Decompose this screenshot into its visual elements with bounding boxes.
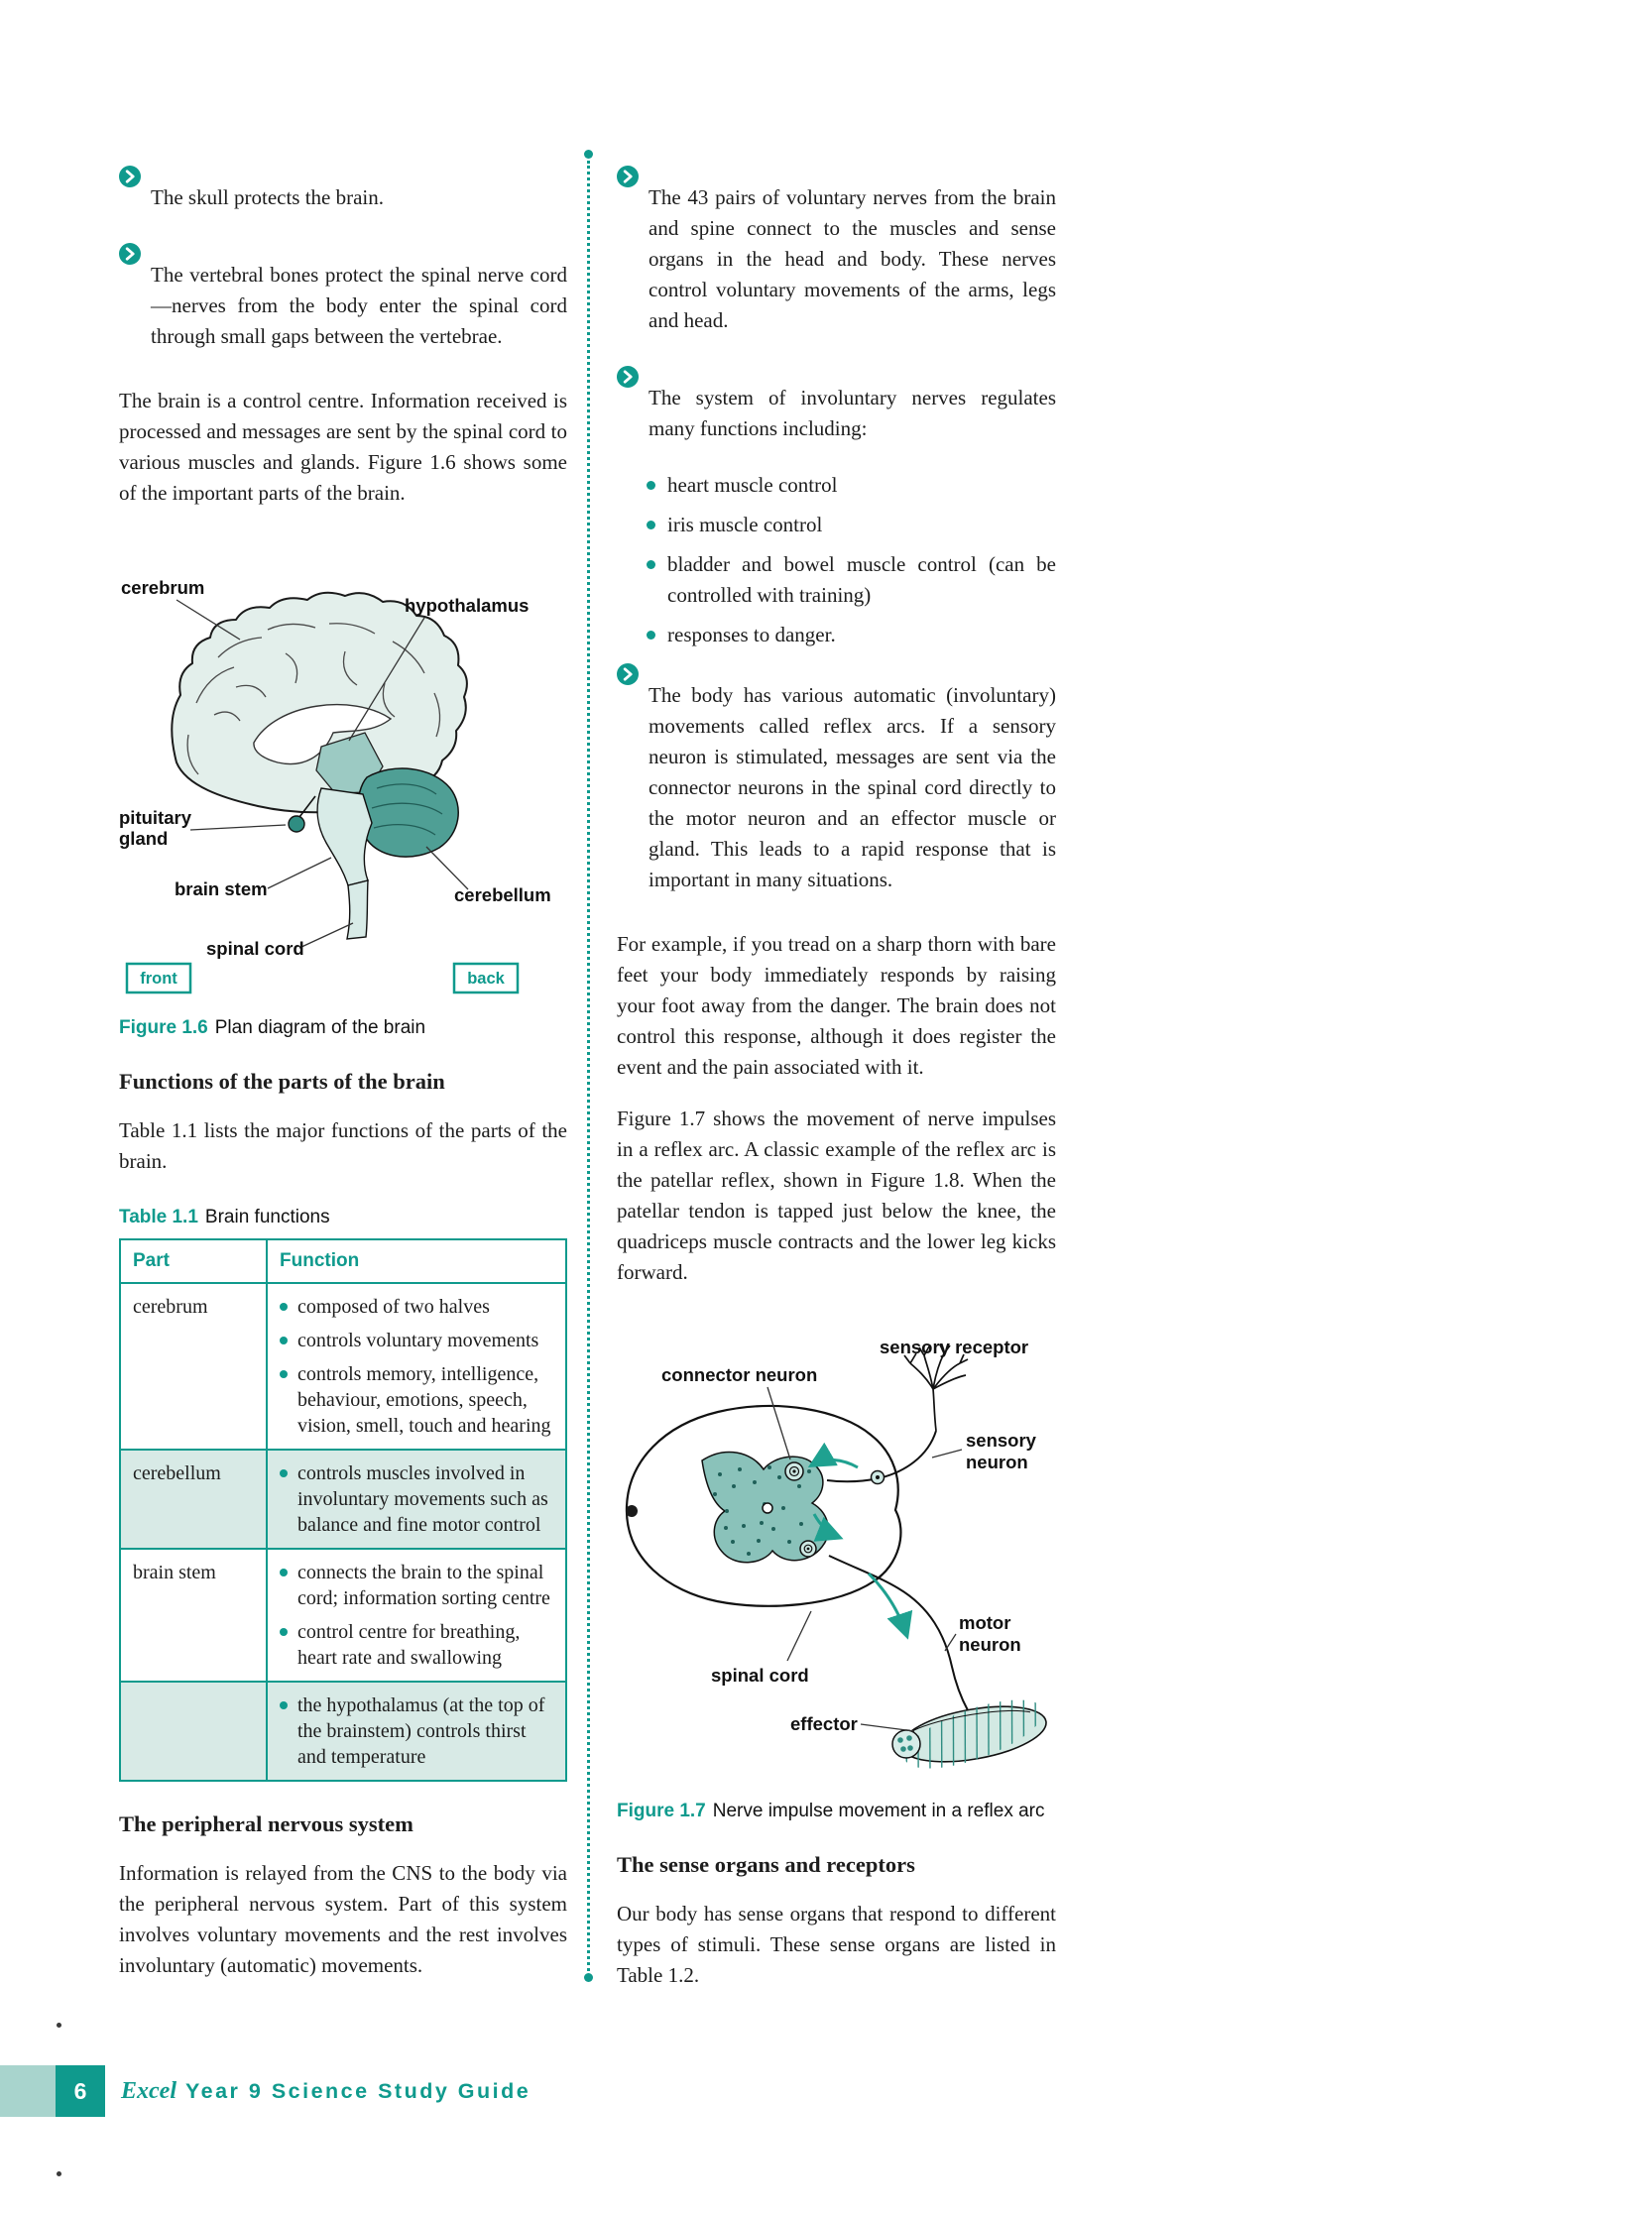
function-item <box>280 1294 553 1320</box>
label-sensory-neuron-line2: neuron <box>966 1452 1028 1472</box>
fissure-dot <box>626 1505 638 1517</box>
intro-paragraph: The brain is a control centre. Information received is processed and messages are sent by the spinal cord to various muscles and glands. Figure 1.6 shows some of the important parts of the brain. <box>119 389 567 505</box>
bullet-dot-icon <box>280 1303 288 1311</box>
series-name-italic: Excel <box>121 2078 177 2104</box>
page-number-tab <box>56 2065 105 2117</box>
motor-neuron-cell-body <box>800 1541 816 1557</box>
dorsal-ganglion <box>872 1471 885 1484</box>
brain-functions-table <box>119 1238 567 1782</box>
table-1-1-caption <box>119 1207 567 1228</box>
sub-bullet-list <box>647 470 1056 650</box>
cerebellum-shape <box>358 768 458 857</box>
figure-1-7 <box>617 1320 1056 1822</box>
bullet-text: The vertebral bones protect the spinal nerve cord—nerves from the body enter the spinal cord through small gaps between the vertebrae. <box>151 263 567 348</box>
bullet-item <box>617 162 1056 357</box>
function-item <box>280 1560 553 1611</box>
bullet-item <box>617 659 1056 916</box>
connector-neuron-cell-body <box>785 1462 803 1480</box>
sub-bullet-text: responses to danger. <box>667 623 836 646</box>
label-brain-stem: brain stem <box>175 878 268 899</box>
sub-bullet-item <box>647 470 1056 501</box>
table-row <box>120 1549 566 1682</box>
heading-sense-organs: The sense organs and receptors <box>617 1852 915 1877</box>
chevron-bullet-icon <box>617 663 639 916</box>
spinal-cord-shape <box>347 880 368 939</box>
right-column <box>617 162 1056 2012</box>
function-item <box>280 1692 553 1770</box>
bullet-dot-icon <box>647 560 655 569</box>
page-tab-accent <box>0 2065 56 2117</box>
sensory-receptor-tree <box>904 1344 968 1431</box>
bullet-dot-icon <box>280 1337 288 1344</box>
figure-1-6 <box>119 536 567 1039</box>
heading-peripheral: The peripheral nervous system <box>119 1811 413 1836</box>
bullet-dot-icon <box>647 631 655 640</box>
function-item <box>280 1328 553 1353</box>
label-front: front <box>140 970 177 988</box>
pituitary-gland-shape <box>289 816 304 832</box>
figure-number: Figure 1.6 <box>119 1017 208 1038</box>
sub-bullet-item <box>647 549 1056 611</box>
chevron-bullet-icon <box>617 166 639 357</box>
function-text: controls memory, intelligence, behaviour, emotions, speech, vision, smell, touch and hearing <box>297 1363 551 1437</box>
bullet-text: The system of involuntary nerves regulates many functions including: <box>649 386 1056 440</box>
sense-paragraph: Our body has sense organs that respond to different types of stimuli. These sense organs are listed in Table 1.2. <box>617 1902 1056 1987</box>
label-spinal-cord: spinal cord <box>206 938 304 959</box>
function-text: controls muscles involved in involuntary movements such as balance and fine motor control <box>297 1462 548 1536</box>
page-number: 6 <box>73 2077 87 2104</box>
label-spinal-cord: spinal cord <box>711 1665 809 1686</box>
function-cell <box>267 1549 566 1682</box>
figure-1-6-caption <box>119 1017 567 1039</box>
bullet-item <box>119 239 567 373</box>
part-cell: brain stem <box>120 1549 267 1682</box>
table-intro-paragraph: Table 1.1 lists the major functions of the parts of the brain. <box>119 1118 567 1173</box>
bullet-text: The body has various automatic (involuntary) movements called reflex arcs. If a sensory neuron is stimulated, messages are sent via the connector neurons in the spinal cord directly to the motor neuron and an effector muscle or gland. This leads to a rapid response that is important in many situations. <box>649 683 1056 891</box>
central-canal <box>763 1503 772 1513</box>
example-paragraph: For example, if you tread on a sharp thorn with bare feet your body immediately responds by raising your foot away from the danger. The brain does not control this response, although it does register the event and the pain associated with it. <box>617 932 1056 1079</box>
figure-number: Figure 1.7 <box>617 1801 706 1821</box>
bullet-dot-icon <box>280 1701 288 1709</box>
series-name-rest: Year 9 Science Study Guide <box>184 2079 531 2103</box>
column-header-function: Function <box>267 1239 566 1283</box>
sub-bullet-item <box>647 620 1056 650</box>
label-effector: effector <box>790 1713 858 1734</box>
margin-registration-dot <box>57 2023 61 2028</box>
bullet-text: The skull protects the brain. <box>151 185 385 209</box>
bullet-dot-icon <box>280 1569 288 1576</box>
bullet-dot-icon <box>280 1628 288 1636</box>
part-cell <box>120 1682 267 1781</box>
function-text: controls voluntary movements <box>297 1330 539 1351</box>
column-header-part: Part <box>120 1239 267 1283</box>
sub-bullet-item <box>647 510 1056 540</box>
footer-series-title <box>121 2078 531 2105</box>
label-motor-neuron-line1: motor <box>959 1612 1011 1633</box>
label-hypothalamus: hypothalamus <box>405 595 530 616</box>
function-cell <box>267 1682 566 1781</box>
chevron-bullet-list <box>119 162 567 373</box>
chevron-bullet-icon <box>119 243 141 373</box>
brain-stem-shape <box>317 788 372 885</box>
table-number: Table 1.1 <box>119 1207 198 1227</box>
label-pituitary-line2: gland <box>119 828 169 849</box>
label-sensory-receptor: sensory receptor <box>880 1337 1029 1357</box>
label-cerebellum: cerebellum <box>454 884 551 905</box>
bullet-dot-icon <box>280 1370 288 1378</box>
bullet-dot-icon <box>647 521 655 529</box>
left-column <box>119 162 567 2002</box>
chevron-bullet-icon <box>119 166 141 234</box>
effector-muscle <box>892 1694 1051 1777</box>
label-connector-neuron: connector neuron <box>661 1364 818 1385</box>
figure-1-7-caption <box>617 1801 1056 1822</box>
table-row <box>120 1450 566 1549</box>
bullet-dot-icon <box>647 481 655 490</box>
label-cerebrum: cerebrum <box>121 577 205 598</box>
caption-text: Nerve impulse movement in a reflex arc <box>712 1801 1045 1821</box>
reflex-arc-diagram <box>617 1320 1056 1786</box>
function-item <box>280 1361 553 1439</box>
function-item <box>280 1460 553 1538</box>
heading-functions: Functions of the parts of the brain <box>119 1069 445 1094</box>
caption-text: Brain functions <box>204 1207 330 1227</box>
part-cell: cerebrum <box>120 1283 267 1450</box>
chevron-bullet-icon <box>617 366 639 465</box>
function-text: connects the brain to the spinal cord; information sorting centre <box>297 1562 550 1609</box>
part-cell: cerebellum <box>120 1450 267 1549</box>
bullet-item <box>119 162 567 234</box>
column-divider <box>587 161 590 1971</box>
table-row <box>120 1682 566 1781</box>
brain-diagram <box>119 536 567 1002</box>
function-text: control centre for breathing, heart rate and swallowing <box>297 1621 521 1669</box>
function-text: composed of two halves <box>297 1296 490 1318</box>
caption-text: Plan diagram of the brain <box>214 1017 426 1038</box>
bullet-text: The 43 pairs of voluntary nerves from the brain and spine connect to the muscles and sense organs in the head and body. These nerves control voluntary movements of the arms, legs and head. <box>649 185 1056 332</box>
function-text: the hypothalamus (at the top of the brainstem) controls thirst and temperature <box>297 1694 545 1768</box>
label-pituitary-line1: pituitary <box>119 807 191 828</box>
margin-registration-dot <box>57 2171 61 2176</box>
sub-bullet-text: iris muscle control <box>667 513 823 536</box>
figure-intro-paragraph: Figure 1.7 shows the movement of nerve impulses in a reflex arc. A classic example of the reflex arc is the patellar reflex, shown in Figure 1.8. When the patellar tendon is tapped just below the knee, the quadriceps muscle contracts and the lower leg kicks forward. <box>617 1107 1056 1284</box>
bullet-dot-icon <box>280 1469 288 1477</box>
table-row <box>120 1283 566 1450</box>
label-motor-neuron-line2: neuron <box>959 1634 1021 1655</box>
function-cell <box>267 1450 566 1549</box>
label-sensory-neuron-line1: sensory <box>966 1430 1036 1451</box>
function-item <box>280 1619 553 1671</box>
sub-bullet-text: bladder and bowel muscle control (can be controlled with training) <box>667 552 1056 607</box>
bullet-item <box>617 362 1056 465</box>
table-header-row <box>120 1239 566 1283</box>
peripheral-paragraph: Information is relayed from the CNS to the body via the peripheral nervous system. Part of this system involves voluntary movements and the rest involves involuntary (automatic) movements. <box>119 1861 567 1977</box>
label-back: back <box>467 970 505 988</box>
function-cell <box>267 1283 566 1450</box>
sub-bullet-text: heart muscle control <box>667 473 838 497</box>
